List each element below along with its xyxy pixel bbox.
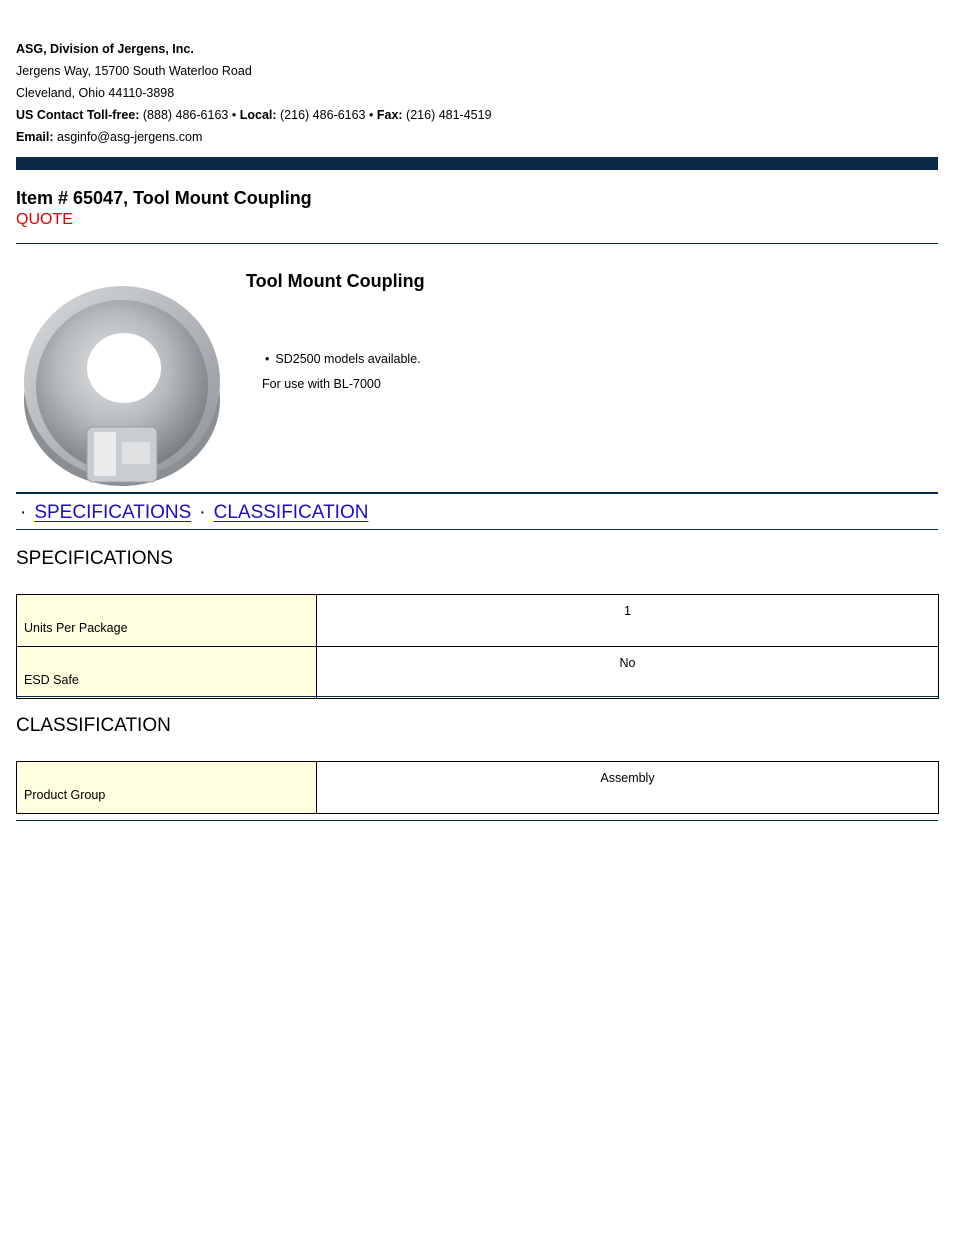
divider (16, 492, 938, 494)
table-row (17, 595, 939, 647)
local-label: Local: (239, 108, 277, 122)
feature-list (262, 350, 421, 368)
nav-separator: · (199, 502, 206, 523)
spec-label: ESD Safe (17, 647, 317, 699)
company-email-line (16, 126, 492, 148)
separator: • (368, 108, 374, 122)
company-name: ASG, Division of Jergens, Inc. (16, 42, 194, 56)
email-address: asginfo@asg-jergens.com (57, 130, 203, 144)
local-number: (216) 486-6163 (280, 108, 366, 122)
company-info (16, 38, 492, 148)
quote-label: QUOTE (16, 211, 73, 228)
spec-value: 1 (317, 595, 939, 647)
classification-link[interactable]: CLASSIFICATION (213, 502, 369, 523)
class-label: Product Group (17, 762, 317, 814)
tool-mount-coupling-photo (22, 282, 222, 488)
classification-title: CLASSIFICATION (16, 715, 171, 736)
divider (16, 696, 938, 697)
product-heading: Tool Mount Coupling (246, 271, 425, 291)
fax-number: (216) 481-4519 (406, 108, 492, 122)
section-nav (20, 500, 368, 526)
specifications-title: SPECIFICATIONS (16, 548, 173, 569)
classification-table (16, 761, 939, 814)
separator: • (231, 108, 237, 122)
company-address-line1: Jergens Way, 15700 South Waterloo Road (16, 64, 252, 78)
header-divider-bar (16, 157, 938, 170)
table-row (17, 647, 939, 699)
company-address-line2: Cleveland, Ohio 44110-3898 (16, 86, 175, 100)
specifications-table (16, 594, 939, 699)
table-row (17, 762, 939, 814)
tollfree-number: (888) 486-6163 (142, 108, 229, 122)
divider (16, 820, 938, 821)
company-phone-line (16, 104, 492, 126)
usage-note: For use with BL-7000 (262, 377, 381, 391)
class-value: Assembly (317, 762, 939, 814)
specifications-link[interactable]: SPECIFICATIONS (34, 502, 192, 523)
item-title: Item # 65047, Tool Mount Coupling (16, 188, 312, 208)
divider (16, 243, 938, 244)
spec-value: No (317, 647, 939, 699)
list-item: • SD2500 models available. (262, 350, 421, 368)
nav-separator: · (20, 502, 27, 523)
tollfree-label: US Contact Toll-free: (16, 108, 140, 122)
email-label: Email: (16, 130, 54, 144)
fax-label: Fax: (376, 108, 403, 122)
divider (16, 529, 938, 530)
spec-label: Units Per Package (17, 595, 317, 647)
